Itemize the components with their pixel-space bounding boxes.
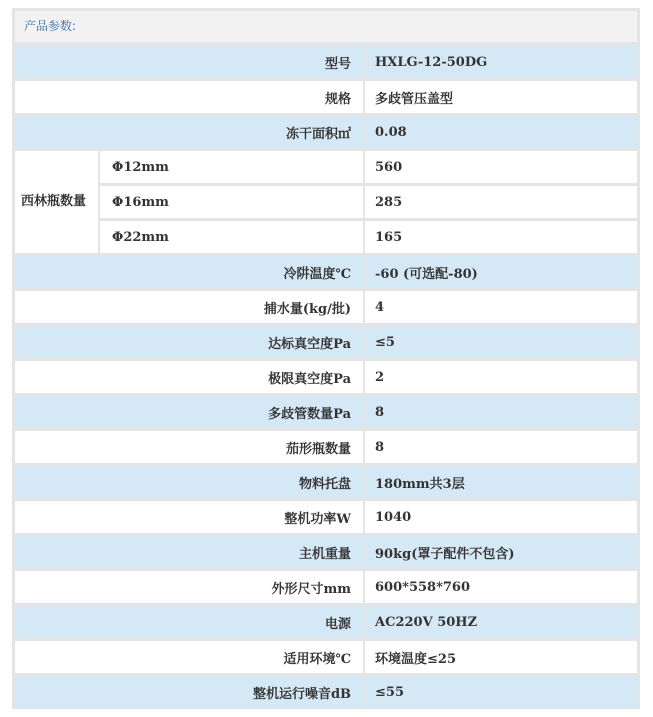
table-row (15, 46, 637, 78)
spec-value: 4 (365, 291, 637, 323)
spec-label: 达标真空度Pa (15, 326, 365, 358)
spec-label: 多歧管数量Pa (15, 396, 365, 428)
spec-label: 型号 (15, 46, 365, 78)
table-row (15, 676, 637, 708)
table-row (15, 571, 637, 603)
table-row (15, 431, 637, 463)
table-row (15, 256, 637, 288)
spec-value: 600*558*760 (365, 571, 637, 603)
spec-value: AC220V 50HZ (365, 606, 637, 638)
table-row (15, 606, 637, 638)
spec-value: 560 (365, 151, 637, 183)
spec-label: 主机重量 (15, 536, 365, 568)
vial-group-label: 西林瓶数量 (15, 151, 100, 253)
spec-value: 8 (365, 396, 637, 428)
section-title: 产品参数: (15, 11, 637, 42)
spec-value: 165 (365, 221, 637, 253)
spec-label: 电源 (15, 606, 365, 638)
spec-value: 180mm共3层 (365, 466, 637, 498)
spec-label: 茄形瓶数量 (15, 431, 365, 463)
spec-label: 极限真空度Pa (15, 361, 365, 393)
spec-value: 0.08 (365, 116, 637, 148)
vial-size: Φ16mm (100, 186, 365, 218)
spec-value: 285 (365, 186, 637, 218)
spec-label: 外形尺寸mm (15, 571, 365, 603)
spec-label: 整机运行噪音dB (15, 676, 365, 708)
table-row (15, 221, 637, 253)
spec-label: 适用环境℃ (15, 641, 365, 673)
spec-value: ≤55 (365, 676, 637, 708)
table-row (15, 466, 637, 498)
table-row (15, 641, 637, 673)
spec-value: 1040 (365, 501, 637, 533)
table-row (15, 326, 637, 358)
spec-value: -60 (可选配-80) (365, 256, 637, 288)
table-row (15, 361, 637, 393)
spec-value: ≤5 (365, 326, 637, 358)
spec-label: 整机功率W (15, 501, 365, 533)
spec-value: 环境温度≤25 (365, 641, 637, 673)
spec-label: 冻干面积㎡ (15, 116, 365, 148)
table-row (15, 116, 637, 148)
table-row (15, 291, 637, 323)
table-row (15, 81, 637, 113)
spec-label: 规格 (15, 81, 365, 113)
spec-label: 捕水量(kg/批) (15, 291, 365, 323)
spec-value: 多歧管压盖型 (365, 81, 637, 113)
vial-size: Φ22mm (100, 221, 365, 253)
table-row (15, 186, 637, 218)
spec-value: 2 (365, 361, 637, 393)
spec-table (15, 43, 637, 711)
table-row (15, 396, 637, 428)
vial-size: Φ12mm (100, 151, 365, 183)
table-row (15, 536, 637, 568)
spec-value: 90kg(罩子配件不包含) (365, 536, 637, 568)
spec-label: 冷阱温度℃ (15, 256, 365, 288)
spec-value: 8 (365, 431, 637, 463)
product-params-panel (12, 8, 640, 709)
spec-label: 物料托盘 (15, 466, 365, 498)
table-row (15, 151, 637, 183)
table-row (15, 501, 637, 533)
spec-value: HXLG-12-50DG (365, 46, 637, 78)
